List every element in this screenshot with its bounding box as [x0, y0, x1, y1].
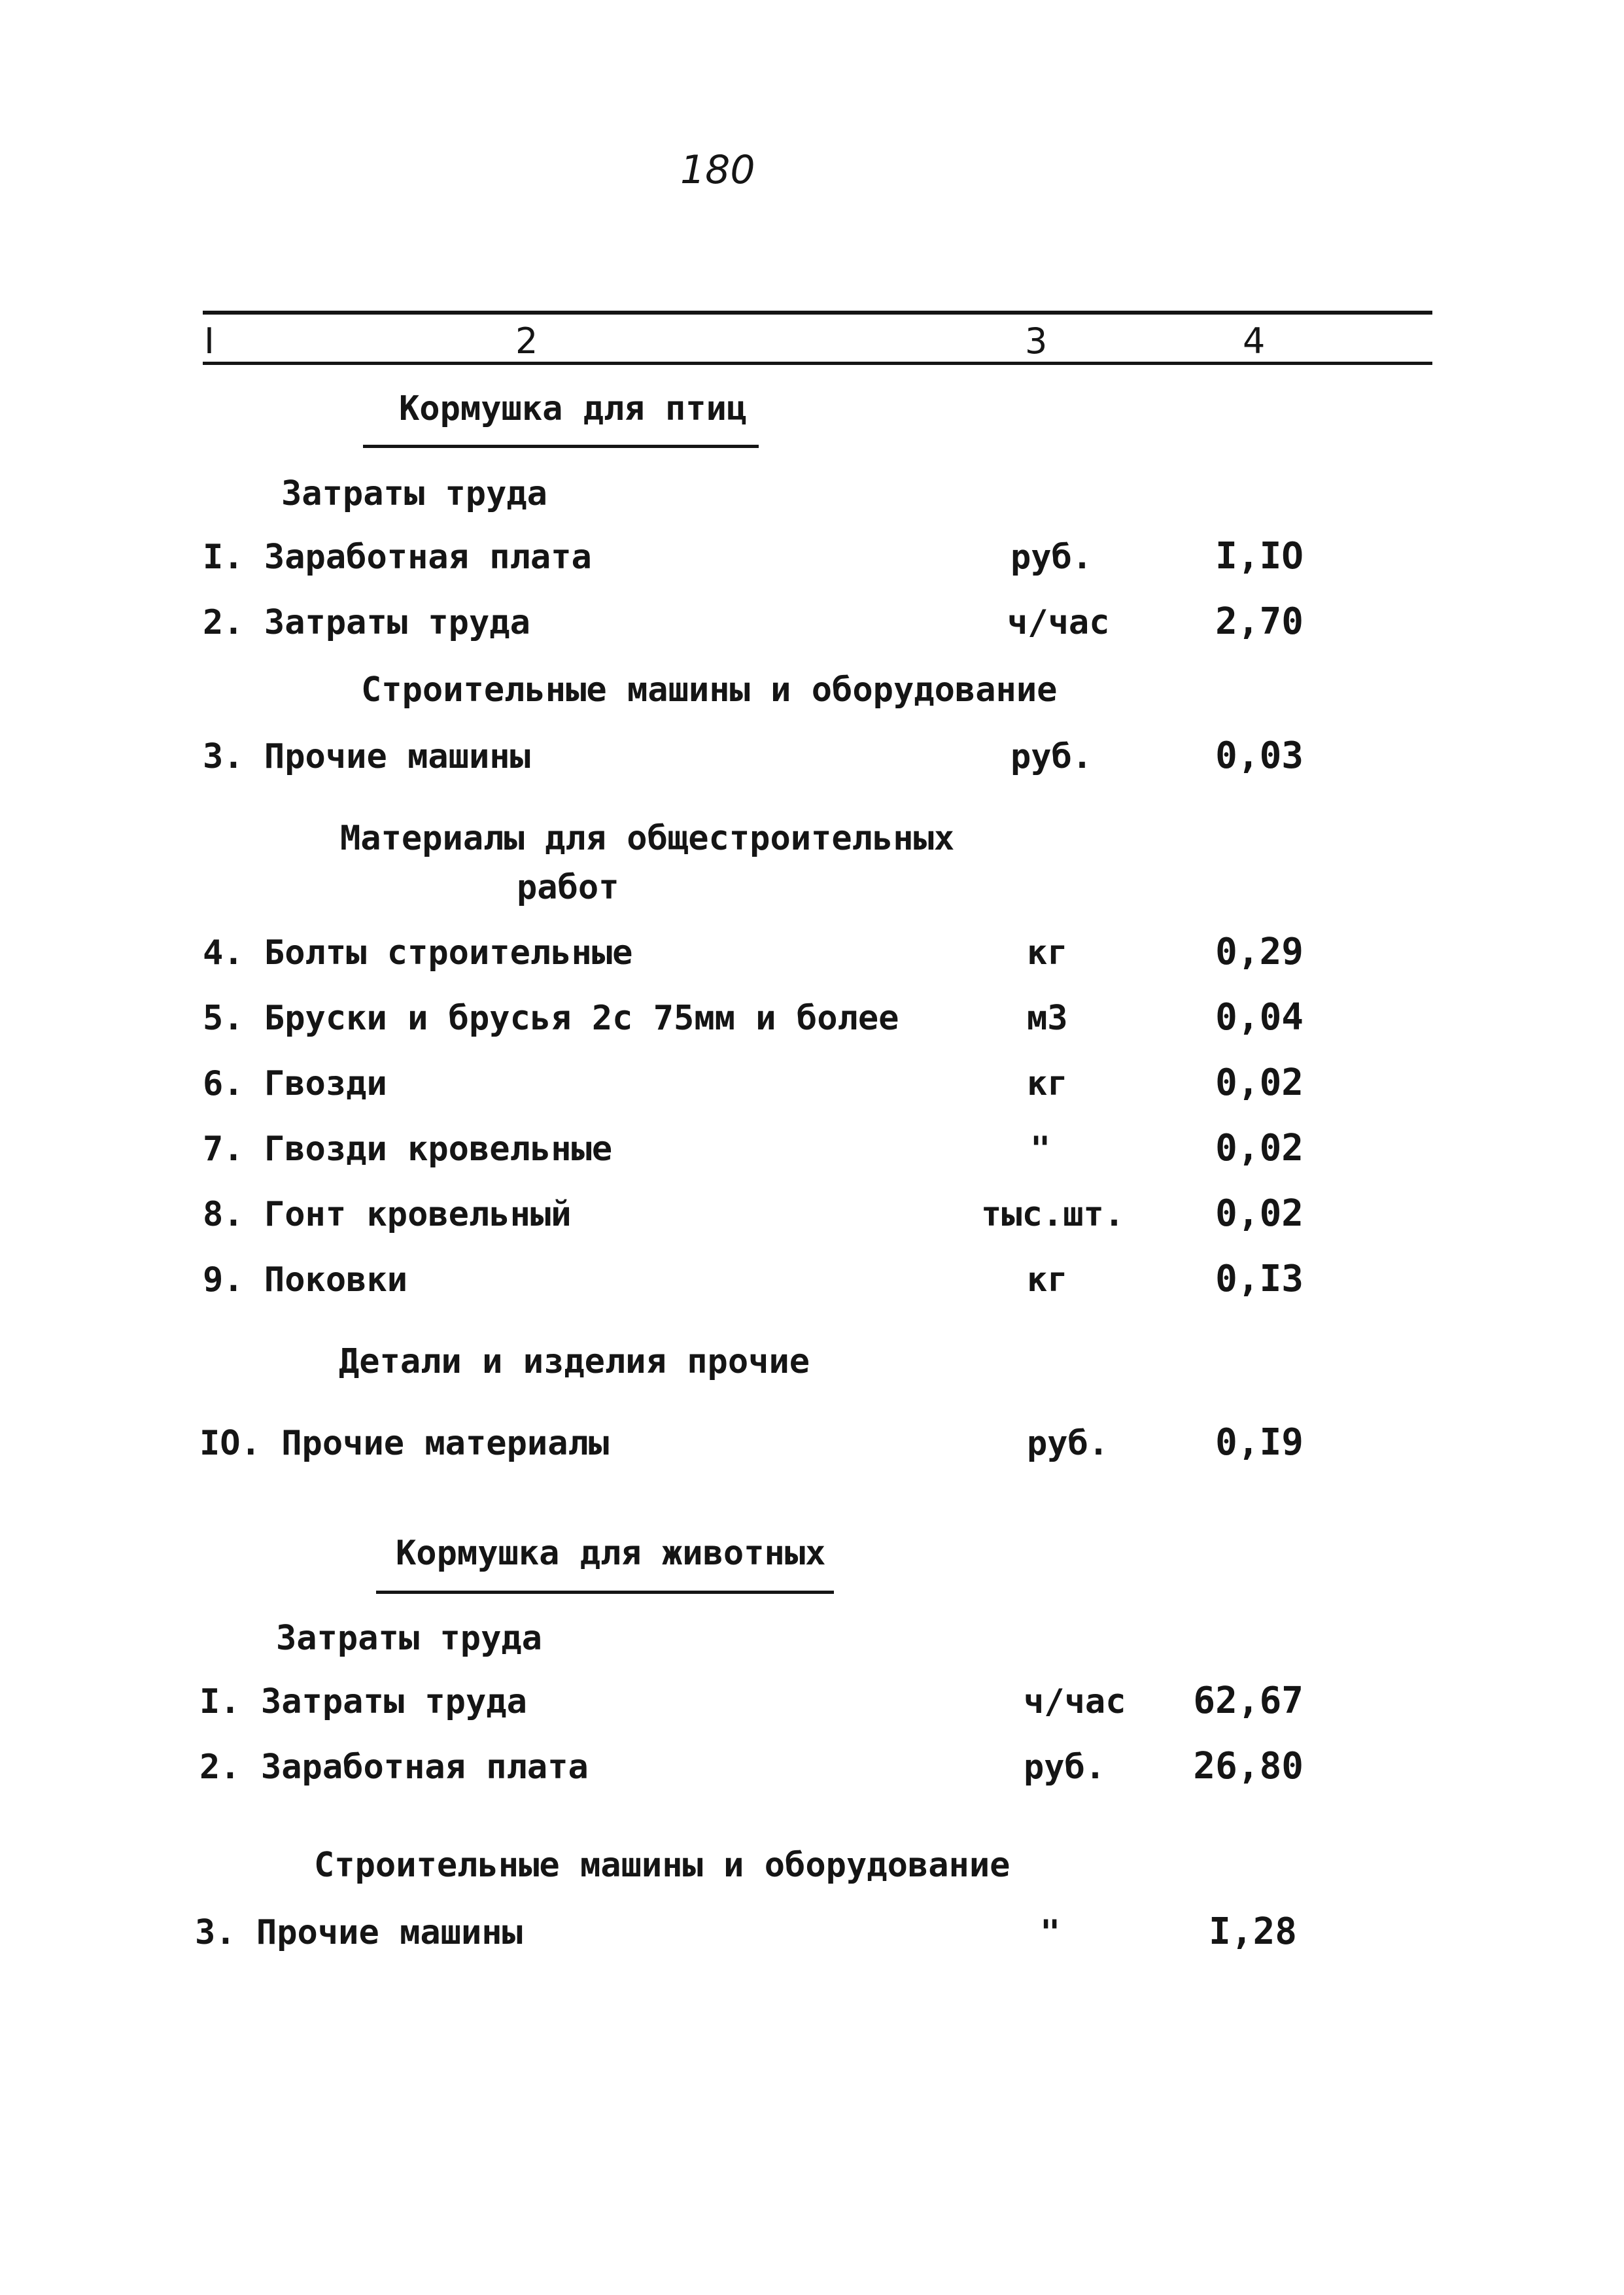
page-number: 180 [680, 147, 755, 193]
column-header-1: I [204, 320, 215, 362]
table-header-rule [203, 362, 1432, 365]
column-header-3: 3 [1025, 320, 1048, 362]
group-heading: Затраты труда [276, 1619, 542, 1658]
item-name: 6. Гвозди [203, 1064, 387, 1103]
item-name: 2. Затраты труда [203, 603, 530, 642]
item-value: 0,29 [1215, 931, 1304, 973]
item-name: 7. Гвозди кровельные [203, 1130, 613, 1169]
item-unit: руб. [1011, 538, 1093, 577]
item-name: IO. Прочие материалы [199, 1424, 610, 1463]
item-unit: кг [1027, 1260, 1068, 1300]
group-heading: Затраты труда [281, 474, 547, 513]
item-value: 0,02 [1215, 1127, 1304, 1169]
item-unit: тыс.шт. [981, 1195, 1125, 1234]
item-value: 0,I9 [1215, 1421, 1304, 1464]
item-unit: кг [1027, 933, 1068, 973]
group-heading: работ [517, 868, 619, 907]
item-unit: кг [1027, 1064, 1068, 1103]
group-heading: Строительные машины и оборудование [361, 670, 1058, 710]
item-value: 0,02 [1215, 1192, 1304, 1235]
item-value: I,IO [1215, 535, 1304, 578]
item-value: 2,70 [1215, 600, 1304, 643]
group-heading: Детали и изделия прочие [339, 1342, 810, 1381]
item-unit: руб. [1027, 1424, 1109, 1463]
table-top-rule [203, 311, 1432, 315]
item-unit: " [1030, 1130, 1051, 1169]
item-unit: м3 [1027, 999, 1068, 1038]
item-value: 0,I3 [1215, 1258, 1304, 1300]
item-value: I,28 [1209, 1910, 1297, 1953]
item-name: I. Заработная плата [203, 538, 592, 577]
item-name: 8. Гонт кровельный [203, 1195, 572, 1234]
item-unit: руб. [1024, 1748, 1106, 1787]
item-unit: руб. [1011, 737, 1093, 776]
item-value: 62,67 [1193, 1680, 1304, 1722]
item-unit: " [1040, 1913, 1061, 1952]
column-header-2: 2 [515, 320, 538, 362]
item-value: 0,02 [1215, 1061, 1304, 1104]
item-name: 3. Прочие машины [195, 1913, 523, 1952]
item-name: 2. Заработная плата [199, 1748, 589, 1787]
group-heading: Строительные машины и оборудование [314, 1846, 1011, 1885]
item-name: I. Затраты труда [199, 1682, 527, 1721]
item-value: 0,03 [1215, 734, 1304, 777]
column-header-4: 4 [1243, 320, 1266, 362]
item-name: 5. Бруски и брусья 2с 75мм и более [203, 999, 899, 1038]
section-title: Кормушка для птиц [399, 389, 748, 428]
item-name: 3. Прочие машины [203, 737, 530, 776]
item-name: 9. Поковки [203, 1260, 408, 1300]
item-unit: ч/час [1024, 1682, 1126, 1721]
section-title: Кормушка для животных [396, 1534, 826, 1573]
section-title-underline [376, 1591, 834, 1594]
item-value: 0,04 [1215, 996, 1304, 1039]
section-title-underline [363, 445, 759, 448]
item-value: 26,80 [1193, 1745, 1304, 1787]
item-name: 4. Болты строительные [203, 933, 633, 973]
item-unit: ч/час [1007, 603, 1110, 642]
group-heading: Материалы для общестроительных [340, 819, 955, 858]
